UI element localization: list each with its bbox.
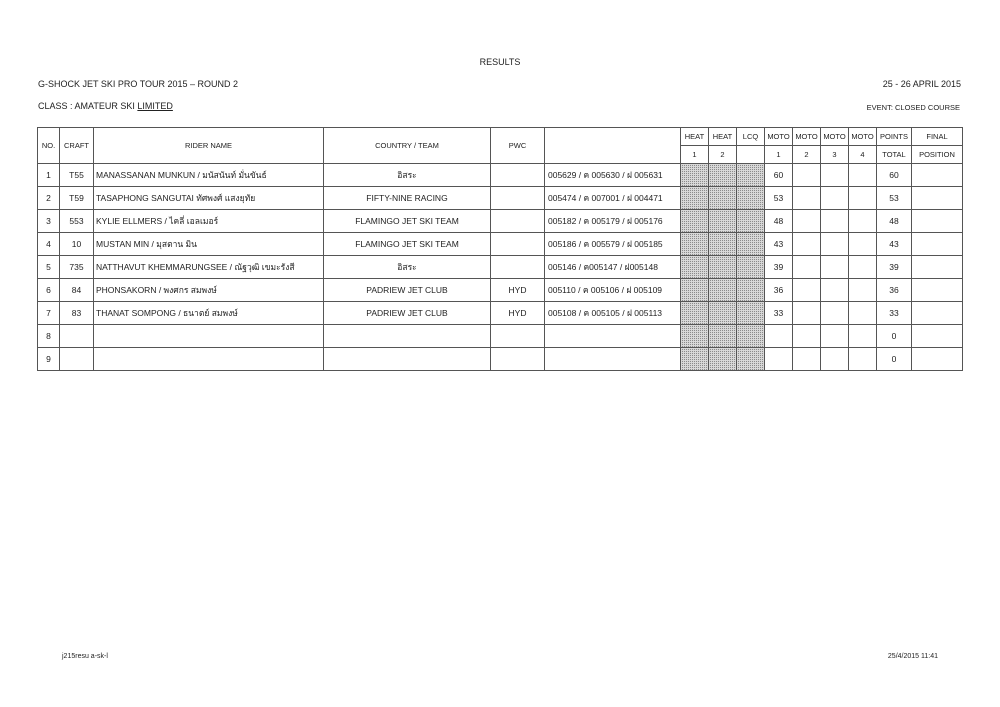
cell-final-position: [912, 210, 963, 233]
cell-points-total: 48: [877, 210, 912, 233]
cell-ids: 005110 / ค 005106 / ฝ 005109: [545, 279, 681, 302]
cell-moto4: [849, 187, 877, 210]
cell-pwc: [491, 233, 545, 256]
cell-no: 5: [38, 256, 60, 279]
table-row: [38, 256, 963, 279]
cell-moto1: [765, 325, 793, 348]
page-title: RESULTS: [479, 57, 521, 67]
cell-country-team: [324, 348, 491, 371]
cell-moto4: [849, 302, 877, 325]
cell-moto2: [793, 302, 821, 325]
results-table: [37, 127, 963, 371]
cell-lcq: [737, 302, 765, 325]
col-moto1: MOTO: [765, 128, 793, 146]
cell-craft: T55: [60, 164, 94, 187]
cell-rider-name: [94, 348, 324, 371]
col-lcq: LCQ: [737, 128, 765, 146]
cell-final-position: [912, 187, 963, 210]
cell-moto3: [821, 233, 849, 256]
cell-heat2: [709, 302, 737, 325]
col-moto2-num: 2: [793, 146, 821, 164]
cell-points-total: 60: [877, 164, 912, 187]
cell-country-team: PADRIEW JET CLUB: [324, 302, 491, 325]
cell-no: 8: [38, 325, 60, 348]
cell-heat1: [681, 164, 709, 187]
col-moto4: MOTO: [849, 128, 877, 146]
cell-lcq: [737, 164, 765, 187]
table-row: [38, 164, 963, 187]
cell-rider-name: KYLIE ELLMERS / ไคลี่ เอลเมอร์: [94, 210, 324, 233]
cell-heat1: [681, 302, 709, 325]
table-row: [38, 233, 963, 256]
cell-moto1: 33: [765, 302, 793, 325]
cell-moto2: [793, 210, 821, 233]
cell-final-position: [912, 164, 963, 187]
cell-ids: 005474 / ค 007001 / ฝ 004471: [545, 187, 681, 210]
cell-moto4: [849, 233, 877, 256]
cell-no: 7: [38, 302, 60, 325]
table-row: [38, 325, 963, 348]
cell-moto4: [849, 256, 877, 279]
cell-no: 1: [38, 164, 60, 187]
cell-moto2: [793, 279, 821, 302]
cell-heat1: [681, 210, 709, 233]
cell-final-position: [912, 302, 963, 325]
cell-moto2: [793, 233, 821, 256]
cell-lcq: [737, 256, 765, 279]
cell-country-team: FLAMINGO JET SKI TEAM: [324, 210, 491, 233]
cell-lcq: [737, 348, 765, 371]
footer-printed-date: 25/4/2015 11:41: [887, 653, 938, 660]
cell-heat1: [681, 187, 709, 210]
cell-rider-name: THANAT SOMPONG / ธนาตย์ สมพงษ์: [94, 302, 324, 325]
cell-final-position: [912, 348, 963, 371]
col-no: NO.: [38, 128, 60, 164]
col-rider-name: RIDER NAME: [94, 128, 324, 164]
cell-ids: 005186 / ค 005579 / ฝ 005185: [545, 233, 681, 256]
table-row: [38, 302, 963, 325]
cell-final-position: [912, 233, 963, 256]
cell-country-team: FIFTY-NINE RACING: [324, 187, 491, 210]
cell-points-total: 39: [877, 256, 912, 279]
cell-moto4: [849, 279, 877, 302]
cell-ids: 005146 / ค005147 / ฝ005148: [545, 256, 681, 279]
cell-craft: 83: [60, 302, 94, 325]
cell-moto1: 43: [765, 233, 793, 256]
col-points-total: TOTAL: [877, 146, 912, 164]
cell-craft: 84: [60, 279, 94, 302]
cell-points-total: 43: [877, 233, 912, 256]
cell-no: 9: [38, 348, 60, 371]
cell-no: 3: [38, 210, 60, 233]
cell-lcq: [737, 187, 765, 210]
col-moto3: MOTO: [821, 128, 849, 146]
cell-moto4: [849, 210, 877, 233]
cell-moto2: [793, 164, 821, 187]
col-craft: CRAFT: [60, 128, 94, 164]
cell-country-team: [324, 325, 491, 348]
cell-moto3: [821, 279, 849, 302]
cell-moto3: [821, 302, 849, 325]
cell-pwc: [491, 348, 545, 371]
cell-moto3: [821, 187, 849, 210]
cell-rider-name: NATTHAVUT KHEMMARUNGSEE / ณัฐวุฒิ เขมะรังสี: [94, 256, 324, 279]
class-prefix: CLASS : AMATEUR SKI: [38, 101, 138, 111]
cell-moto2: [793, 187, 821, 210]
cell-country-team: FLAMINGO JET SKI TEAM: [324, 233, 491, 256]
cell-heat1: [681, 279, 709, 302]
cell-heat2: [709, 233, 737, 256]
cell-craft: [60, 348, 94, 371]
cell-pwc: [491, 210, 545, 233]
cell-country-team: อิสระ: [324, 256, 491, 279]
cell-lcq: [737, 233, 765, 256]
col-final: FINAL: [912, 128, 963, 146]
cell-lcq: [737, 210, 765, 233]
cell-moto3: [821, 210, 849, 233]
cell-rider-name: MUSTAN MIN / มุสตาน มิน: [94, 233, 324, 256]
cell-heat2: [709, 348, 737, 371]
cell-country-team: PADRIEW JET CLUB: [324, 279, 491, 302]
cell-craft: T59: [60, 187, 94, 210]
col-pwc: PWC: [491, 128, 545, 164]
cell-lcq: [737, 279, 765, 302]
col-heat2: HEAT: [709, 128, 737, 146]
cell-rider-name: MANASSANAN MUNKUN / มนัสนันท์ มั่นขันธ์: [94, 164, 324, 187]
cell-pwc: [491, 325, 545, 348]
cell-pwc: [491, 164, 545, 187]
cell-final-position: [912, 325, 963, 348]
cell-craft: 10: [60, 233, 94, 256]
cell-moto3: [821, 325, 849, 348]
cell-ids: [545, 325, 681, 348]
table-header: [38, 128, 963, 164]
cell-moto3: [821, 348, 849, 371]
col-moto3-num: 3: [821, 146, 849, 164]
col-heat1: HEAT: [681, 128, 709, 146]
cell-moto4: [849, 348, 877, 371]
cell-craft: 735: [60, 256, 94, 279]
cell-heat1: [681, 348, 709, 371]
event-type: EVENT: CLOSED COURSE: [866, 103, 960, 112]
table-row: [38, 279, 963, 302]
cell-country-team: อิสระ: [324, 164, 491, 187]
cell-no: 6: [38, 279, 60, 302]
cell-heat2: [709, 187, 737, 210]
cell-rider-name: PHONSAKORN / พงศกร สมพงษ์: [94, 279, 324, 302]
col-country-team: COUNTRY / TEAM: [324, 128, 491, 164]
col-ids: [545, 128, 681, 164]
cell-heat2: [709, 164, 737, 187]
class-limited: LIMITED: [137, 101, 173, 111]
cell-rider-name: [94, 325, 324, 348]
cell-heat1: [681, 233, 709, 256]
cell-craft: [60, 325, 94, 348]
cell-moto4: [849, 164, 877, 187]
cell-pwc: [491, 256, 545, 279]
col-points: POINTS: [877, 128, 912, 146]
cell-heat2: [709, 256, 737, 279]
col-moto2: MOTO: [793, 128, 821, 146]
cell-moto2: [793, 325, 821, 348]
cell-moto1: 53: [765, 187, 793, 210]
cell-ids: 005108 / ค 005105 / ฝ 005113: [545, 302, 681, 325]
footer-file-code: j215resu a-sk-l: [62, 653, 108, 660]
cell-rider-name: TASAPHONG SANGUTAI ทัศพงศ์ แสงยุทัย: [94, 187, 324, 210]
cell-moto1: 60: [765, 164, 793, 187]
cell-no: 4: [38, 233, 60, 256]
cell-lcq: [737, 325, 765, 348]
cell-pwc: HYD: [491, 279, 545, 302]
col-moto1-num: 1: [765, 146, 793, 164]
event-date: 25 - 26 APRIL 2015: [882, 79, 961, 89]
cell-moto3: [821, 256, 849, 279]
cell-craft: 553: [60, 210, 94, 233]
col-final-position: POSITION: [912, 146, 963, 164]
col-heat2-num: 2: [709, 146, 737, 164]
cell-moto1: 48: [765, 210, 793, 233]
cell-heat2: [709, 279, 737, 302]
class-label: [38, 101, 173, 111]
cell-moto4: [849, 325, 877, 348]
cell-moto2: [793, 256, 821, 279]
table-row: [38, 348, 963, 371]
cell-pwc: HYD: [491, 302, 545, 325]
col-moto4-num: 4: [849, 146, 877, 164]
cell-points-total: 0: [877, 325, 912, 348]
cell-points-total: 53: [877, 187, 912, 210]
cell-heat1: [681, 256, 709, 279]
cell-heat1: [681, 325, 709, 348]
cell-points-total: 0: [877, 348, 912, 371]
cell-heat2: [709, 210, 737, 233]
table-body: [38, 164, 963, 371]
cell-final-position: [912, 256, 963, 279]
cell-moto1: 39: [765, 256, 793, 279]
cell-moto1: 36: [765, 279, 793, 302]
event-name: G-SHOCK JET SKI PRO TOUR 2015 – ROUND 2: [38, 79, 239, 89]
cell-ids: 005182 / ค 005179 / ฝ 005176: [545, 210, 681, 233]
table-row: [38, 187, 963, 210]
cell-heat2: [709, 325, 737, 348]
col-heat1-num: 1: [681, 146, 709, 164]
cell-pwc: [491, 187, 545, 210]
cell-no: 2: [38, 187, 60, 210]
cell-ids: [545, 348, 681, 371]
cell-points-total: 36: [877, 279, 912, 302]
cell-final-position: [912, 279, 963, 302]
cell-points-total: 33: [877, 302, 912, 325]
table-row: [38, 210, 963, 233]
cell-ids: 005629 / ค 005630 / ฝ 005631: [545, 164, 681, 187]
cell-moto1: [765, 348, 793, 371]
col-lcq-sub: [737, 146, 765, 164]
cell-moto3: [821, 164, 849, 187]
cell-moto2: [793, 348, 821, 371]
